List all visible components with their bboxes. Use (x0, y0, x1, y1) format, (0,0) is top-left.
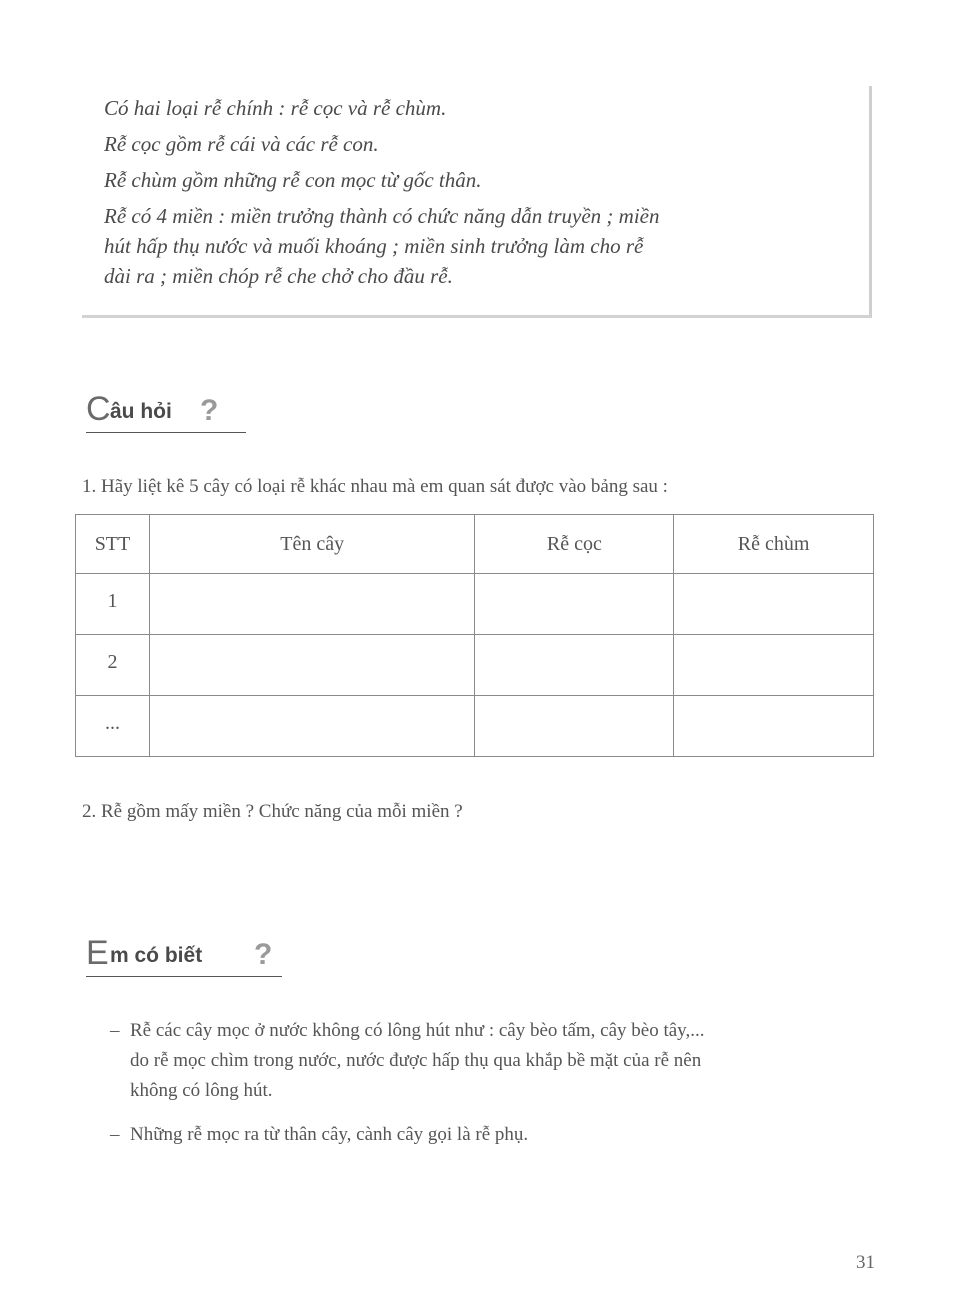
col-header-taproot: Rễ cọc (475, 515, 674, 574)
table-header-row (76, 515, 874, 574)
table-cell (674, 635, 874, 696)
table-cell (149, 574, 475, 635)
table-cell (475, 574, 674, 635)
bullet-text: Rễ các cây mọc ở nước không có lông hút như : cây bèo tấm, cây bèo tây,... do rễ mọc chìm trong nước, nước được hấp thụ qua khắp bề mặt của rễ nên không có lông hút. (130, 1020, 705, 1101)
col-header-fibrous-root: Rễ chùm (674, 515, 874, 574)
heading-title: m có biết (110, 944, 203, 967)
bullet-text: Những rễ mọc ra từ thân cây, cành cây gọi là rễ phụ. (130, 1124, 529, 1145)
table-row (76, 696, 874, 757)
questions-heading (86, 392, 246, 433)
col-header-plant-name: Tên cây (149, 515, 475, 574)
did-you-know-heading (86, 936, 282, 977)
table-row (76, 574, 874, 635)
table-cell (149, 635, 475, 696)
heading-title: âu hỏi (110, 400, 172, 423)
question-2: 2. Rễ gồm mấy miền ? Chức năng của mỗi miền ? (82, 801, 463, 822)
summary-line: dài ra ; miền chóp rễ che chở cho đầu rễ. (104, 264, 453, 288)
list-item (110, 1016, 890, 1106)
question-mark-icon: ? (254, 938, 273, 971)
heading-initial: E (86, 934, 109, 972)
summary-line: Rễ chùm gồm những rễ con mọc từ gốc thân. (104, 168, 482, 192)
summary-box (82, 86, 872, 318)
heading-initial: C (86, 390, 111, 428)
summary-line: Rễ cọc gồm rễ cái và các rễ con. (104, 132, 379, 156)
summary-line: hút hấp thụ nước và muối khoáng ; miền sinh trưởng làm cho rễ (104, 234, 644, 258)
list-item (110, 1120, 890, 1150)
bullet-dash: – (110, 1124, 120, 1145)
bullet-dash: – (110, 1020, 120, 1041)
col-header-stt: STT (76, 515, 150, 574)
question-1: 1. Hãy liệt kê 5 cây có loại rễ khác nhau mà em quan sát được vào bảng sau : (82, 476, 668, 497)
summary-line: Có hai loại rễ chính : rễ cọc và rễ chùm. (104, 96, 447, 120)
page-number: 31 (856, 1252, 875, 1273)
table-cell: ... (76, 696, 150, 757)
summary-line: Rễ có 4 miền : miền trưởng thành có chức năng dẫn truyền ; miền (104, 204, 660, 228)
table-cell (149, 696, 475, 757)
table-row (76, 635, 874, 696)
table-cell: 1 (76, 574, 150, 635)
table-cell (674, 574, 874, 635)
table-cell: 2 (76, 635, 150, 696)
roots-table (75, 514, 874, 757)
table-cell (475, 635, 674, 696)
question-mark-icon: ? (200, 394, 219, 427)
table-cell (475, 696, 674, 757)
table-cell (674, 696, 874, 757)
